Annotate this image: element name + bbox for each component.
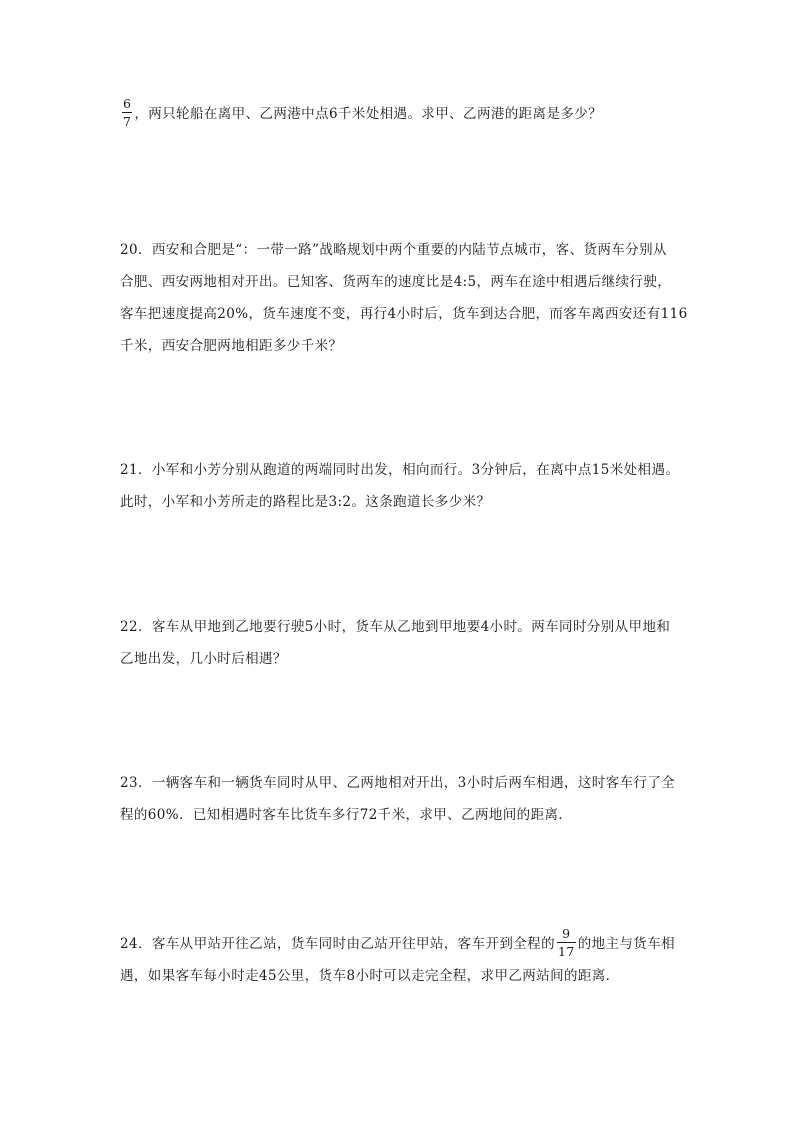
question-19 bbox=[120, 98, 690, 130]
question-24-text-after: 的地主与货车相 bbox=[577, 936, 676, 952]
question-21-line-1: 21．小军和小芳分别从跑道的两端同时出发，相向而行。3分钟后，在离中点15米处相遇。 bbox=[120, 462, 680, 478]
fraction-nine-seventeenths bbox=[557, 926, 576, 959]
fraction-numerator: 6 bbox=[123, 96, 132, 111]
question-20 bbox=[120, 234, 690, 362]
question-24-line-2: 遇，如果客车每小时走45公里，货车8小时可以走完全程，求甲乙两站间的距离． bbox=[120, 968, 620, 984]
question-19-text: ，两只轮船在离甲、乙两港中点6千米处相遇。求甲、乙两港的距离是多少？ bbox=[134, 106, 603, 122]
question-22 bbox=[120, 611, 690, 675]
question-24-line-1 bbox=[120, 928, 690, 960]
question-20-line-3: 客车把速度提高20%，货车速度不变，再行4小时后，货车到达合肥，而客车离西安还有116 bbox=[120, 306, 688, 322]
question-23-line-2: 程的60%．已知相遇时客车比货车多行72千米，求甲、乙两地间的距离． bbox=[120, 807, 573, 823]
fraction-numerator: 9 bbox=[562, 926, 571, 941]
question-20-line-4: 千米，西安合肥两地相距多少千米？ bbox=[120, 338, 343, 354]
question-22-line-2: 乙地出发，几小时后相遇？ bbox=[120, 651, 287, 667]
question-21 bbox=[120, 454, 690, 518]
question-20-line-2: 合肥、西安两地相对开出。已知客、货两车的速度比是4:5，两车在途中相遇后继续行驶， bbox=[120, 274, 672, 290]
question-21-line-2: 此时，小军和小芳所走的路程比是3:2。这条跑道长多少米？ bbox=[120, 494, 491, 510]
question-23 bbox=[120, 767, 690, 831]
question-19-line-1 bbox=[120, 98, 690, 130]
fraction-denominator: 7 bbox=[123, 114, 132, 129]
fraction-six-sevenths bbox=[122, 96, 132, 129]
question-22-line-1: 22．客车从甲地到乙地要行驶5小时，货车从乙地到甲地要4小时。两车同时分别从甲地和 bbox=[120, 619, 671, 635]
fraction-bar bbox=[557, 942, 576, 943]
fraction-denominator: 17 bbox=[557, 944, 575, 959]
question-24 bbox=[120, 928, 690, 992]
question-20-line-1: 20．西安和合肥是“：一带一路”战略规划中两个重要的内陆节点城市，客、货两车分别从 bbox=[120, 242, 667, 258]
fraction-bar bbox=[122, 112, 132, 113]
question-24-text-before: 24．客车从甲站开往乙站，货车同时由乙站开往甲站，客车开到全程的 bbox=[120, 936, 555, 952]
question-23-line-1: 23．一辆客车和一辆货车同时从甲、乙两地相对开出，3小时后两车相遇，这时客车行了全 bbox=[120, 775, 676, 791]
